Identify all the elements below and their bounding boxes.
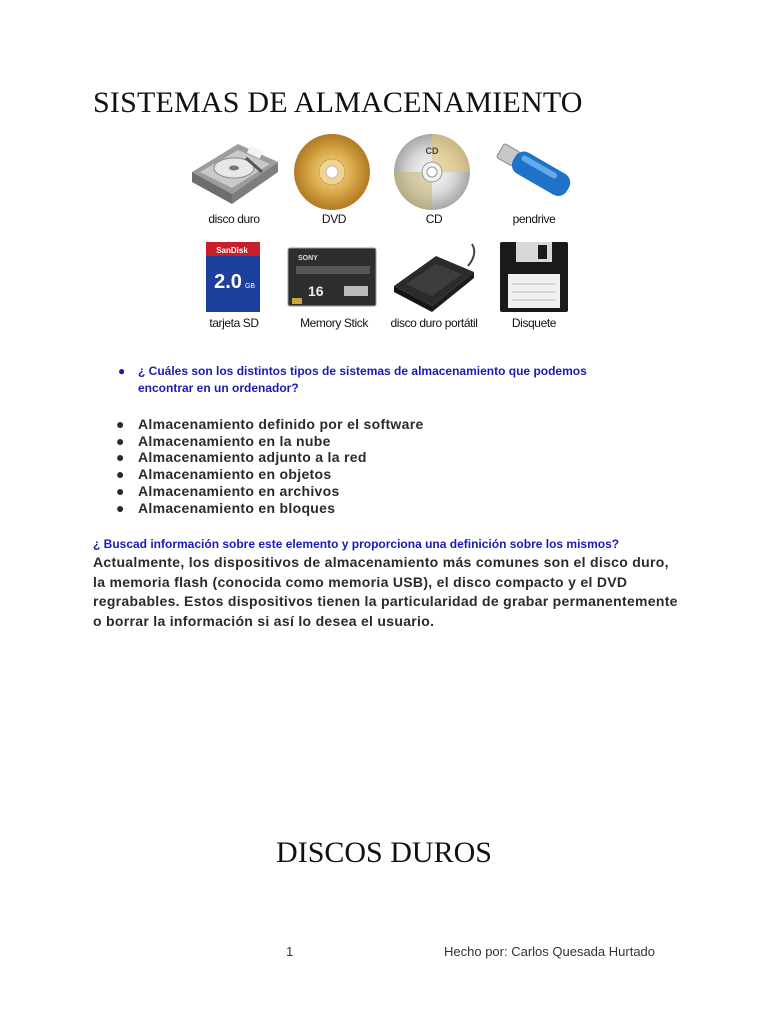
figure-caption: CD	[425, 212, 443, 226]
list-item: ● Almacenamiento en bloques	[116, 499, 336, 516]
cd-label: CD	[425, 146, 439, 156]
storage-devices-figure	[186, 128, 580, 330]
figure-cell-sd-card	[186, 236, 282, 334]
question-two: ¿ Buscad información sobre este elemento y proporciona una definición sobre los mismos?	[93, 537, 620, 551]
figure-cell-memory-stick	[286, 236, 382, 334]
page-number: 1	[286, 944, 294, 959]
bullet-marker: ●	[118, 364, 126, 378]
figure-cell-hard-disk	[186, 132, 282, 230]
figure-caption: disco duro	[208, 212, 260, 226]
bullet-marker: ●	[116, 432, 125, 449]
question-one-text: ¿ Cuáles son los distintos tipos de sistemas de almacenamiento que podemos encontrar en un ordenador?	[138, 364, 587, 395]
floppy-disk-icon	[486, 236, 582, 316]
figure-cell-cd	[386, 132, 482, 230]
sd-brand: SanDisk	[216, 246, 248, 255]
ms-capacity: 16	[308, 283, 324, 299]
pendrive-icon	[486, 132, 582, 212]
bullet-marker: ●	[116, 482, 125, 499]
figure-caption: Memory Stick	[300, 316, 368, 330]
footer-author: Hecho por: Carlos Quesada Hurtado	[444, 944, 656, 959]
list-item: ● Almacenamiento en objetos	[116, 466, 332, 483]
page-title: SISTEMAS DE ALMACENAMIENTO	[93, 86, 583, 119]
sd-unit: GB	[244, 283, 256, 290]
list-item: ● Almacenamiento adjunto a la red	[116, 449, 367, 466]
figure-cell-portable-disk	[386, 236, 482, 334]
figure-cell-floppy	[486, 236, 582, 334]
figure-caption: DVD	[321, 212, 347, 226]
ms-brand: SONY	[298, 255, 318, 262]
figure-caption: disco duro portátil	[390, 316, 478, 330]
portable-disk-icon	[386, 236, 482, 316]
figure-cell-pendrive	[486, 132, 582, 230]
memory-stick-icon	[286, 236, 382, 316]
figure-cell-dvd	[286, 132, 382, 230]
bullet-marker: ●	[116, 416, 125, 432]
sd-card-icon	[186, 236, 282, 316]
bullet-marker: ●	[116, 466, 125, 483]
list-item: ● Almacenamiento en la nube	[116, 432, 331, 449]
list-item: ● Almacenamiento en archivos	[116, 482, 340, 499]
section-title: DISCOS DUROS	[276, 836, 492, 869]
dvd-disc-icon	[286, 132, 382, 212]
bullet-marker: ●	[116, 449, 125, 466]
sd-capacity: 2.0	[214, 271, 242, 293]
cd-disc-icon	[386, 132, 482, 212]
answer-paragraph: Actualmente, los dispositivos de almacenamiento más comunes son el disco duro, la memoria flash (conocida como memoria USB), el disco compacto y el DVD regrabables. Estos dispositivos tienen la particularidad de grabar permanentemente o borrar la información si así lo desea el usuario.	[93, 554, 678, 629]
list-item: ● Almacenamiento definido por el software	[116, 416, 424, 432]
figure-caption: tarjeta SD	[209, 316, 259, 330]
figure-caption: pendrive	[512, 212, 556, 226]
hard-disk-icon	[186, 132, 282, 212]
storage-types-list	[116, 416, 424, 516]
figure-caption: Disquete	[511, 316, 557, 330]
question-one	[118, 363, 638, 397]
bullet-marker: ●	[116, 499, 125, 516]
